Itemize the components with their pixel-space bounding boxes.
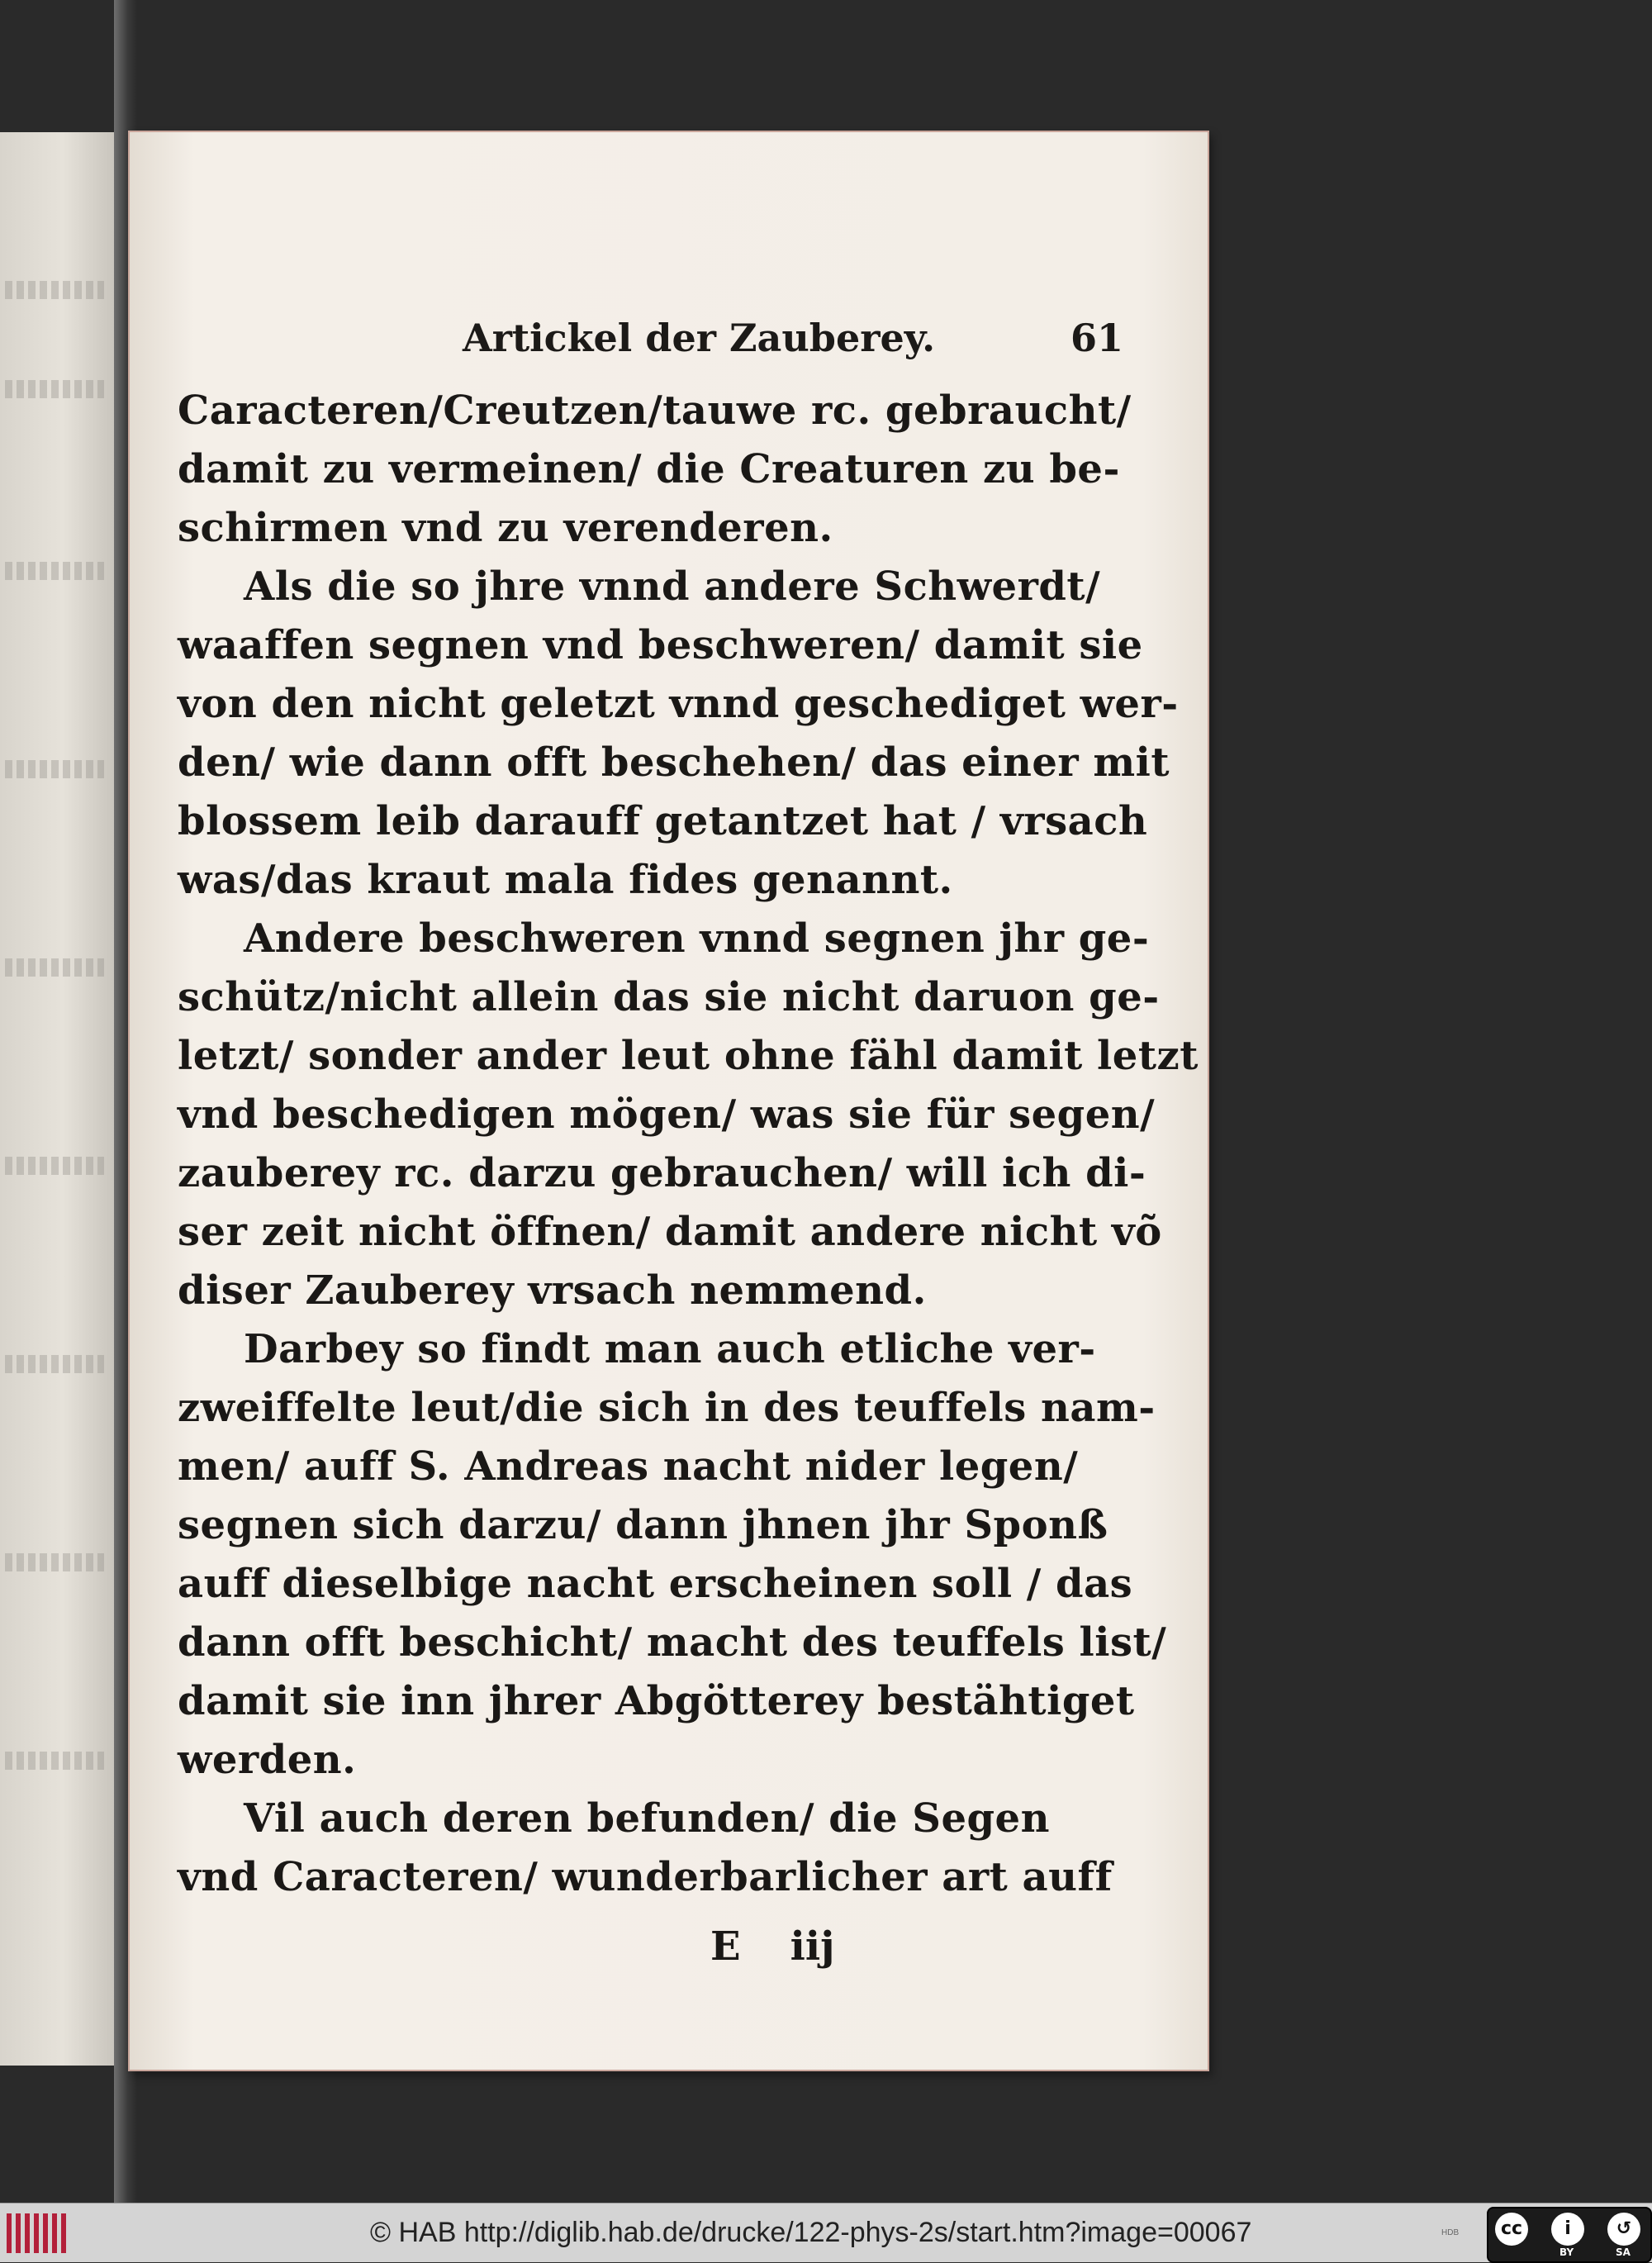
text-line: Als die so jhre vnnd andere Schwerdt/ [244,563,1101,610]
text-line: vnd beschedigen mögen/ was sie für segen/ [178,1091,1156,1138]
by-icon: i [1551,2213,1584,2246]
text-line: segnen sich darzu/ dann jhnen jhr Sponß [178,1502,1108,1548]
facing-page-ghost-text [5,281,104,299]
page-number: 61 [1070,316,1123,360]
license-by-label: BY [1559,2246,1574,2258]
text-line: damit sie inn jhrer Abgötterey bestähtiget [178,1678,1135,1724]
text-line: diser Zauberey vrsach nemmend. [178,1267,927,1314]
facing-page-ghost-text [5,1157,104,1175]
cc-license-badge[interactable] [1487,2207,1652,2263]
text-line: was/das kraut mala fides genannt. [178,857,953,903]
text-line: Caracteren/Creutzen/tauwe rc. gebraucht/ [178,387,1132,434]
text-line: Darbey so findt man auch etliche ver- [244,1326,1096,1372]
text-line: zauberey rc. darzu gebrauchen/ will ich di- [178,1150,1146,1196]
copyright-url[interactable]: © HAB http://diglib.hab.de/drucke/122-phys-2s/start.htm?image=00067 [370,2217,1252,2248]
signature-letter: E [710,1923,741,1970]
text-line: zweiffelte leut/die sich in des teuffels nam- [178,1385,1156,1431]
page-text [178,382,1199,1907]
sa-icon: ↺ [1607,2213,1640,2246]
small-mark: HDB [1441,2228,1460,2237]
signature-number: iij [790,1923,835,1970]
running-head [446,316,1123,382]
cc-icon: cc [1495,2213,1528,2246]
text-line: waaffen segnen vnd beschweren/ damit sie [178,622,1143,668]
text-line: dann offt beschicht/ macht des teuffels list/ [178,1619,1167,1666]
facing-page-ghost-text [5,562,104,580]
text-line: vnd Caracteren/ wunderbarlicher art auff [178,1854,1113,1900]
text-line: von den nicht geletzt vnnd geschediget wer- [178,681,1179,727]
text-line: men/ auff S. Andreas nacht nider legen/ [178,1443,1079,1490]
text-line: Vil auch deren befunden/ die Segen [244,1795,1050,1842]
text-line: auff dieselbige nacht erscheinen soll / das [178,1561,1133,1607]
license-sa-label: SA [1616,2246,1631,2258]
bottom-bar [0,2203,1652,2262]
text-line: blossem leib darauff getantzet hat / vrsach [178,798,1148,844]
signature-mark [710,1923,909,1981]
facing-page-ghost-text [5,1553,104,1571]
text-line: den/ wie dann offt beschehen/ das einer mit [178,739,1170,786]
hab-logo-icon[interactable] [7,2213,69,2253]
facing-page-ghost-text [5,958,104,977]
text-line: werden. [178,1737,357,1783]
text-line: ser zeit nicht öffnen/ damit andere nicht võ [178,1209,1162,1255]
facing-page-ghost-text [5,1355,104,1373]
running-title: Artickel der Zauberey. [463,316,936,360]
facing-page-edge [0,132,116,2066]
facing-page-ghost-text [5,1752,104,1770]
text-line: schirmen vnd zu verenderen. [178,505,833,551]
text-line: damit zu vermeinen/ die Creaturen zu be- [178,446,1120,492]
text-line: Andere beschweren vnnd segnen jhr ge- [244,915,1150,962]
text-line: letzt/ sonder ander leut ohne fähl damit letzt [178,1033,1199,1079]
facing-page-ghost-text [5,760,104,778]
facing-page-ghost-text [5,380,104,398]
text-line: schütz/nicht allein das sie nicht daruon ge- [178,974,1160,1020]
